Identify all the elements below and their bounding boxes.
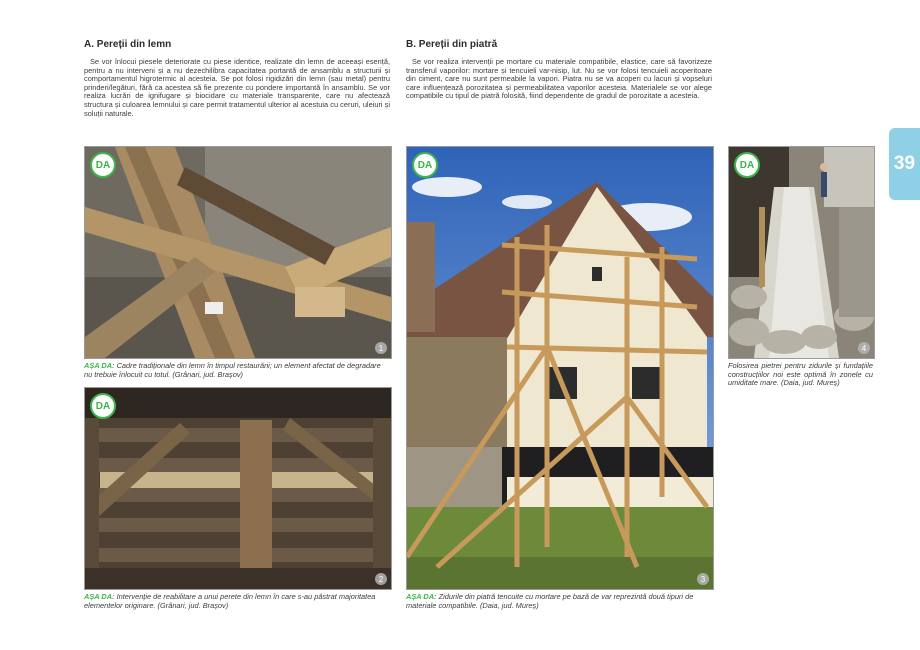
photo-number: 2 bbox=[375, 573, 387, 585]
photo-stone-house bbox=[406, 146, 714, 590]
caption-lead: AȘA DA: bbox=[406, 592, 437, 601]
section-b-text: Se vor realiza intervenții pe mortare cu materiale compatibile, elastice, care să favorizeze transferul vaporilor: mortare și tencuieli var-nisip, lut. Nu se vor folosi tencuieli acoperitoare din ciment, care nu sunt permeabile la vapori. Piatra nu se va acoperi cu lacuri și vopseluri care influențează porozitatea și permeabilitatea vaporilor acesteia. Materialele se vor alege compatibile cu tipul de piatră folosită, fiind dependente de gradul de porozitate a acesteia. bbox=[406, 57, 712, 101]
photo-timber-frames bbox=[84, 146, 392, 359]
caption-text: Cadre tradiționale din lemn în timpul restaurării; un element afectat de degradare nu trebuie înlocuit cu totul. (Grânari, jud. Brașov) bbox=[84, 361, 381, 379]
section-a-text: Se vor înlocui piesele deteriorate cu piese identice, realizate din lemn de aceeași esență, pentru a nu interveni și a nu dezechilibra capacitatea portantă de ansamblu a structurii și comportamentul higrotermic al acesteia. Se pot folosi rigidizări din lemn (sau metal) pentru prinderi/legături, fără ca acestea să fie prezente cu pondere importantă în ansamblu. Se vor realiza lucrări de ignifugare și biocidare cu materiale transparente, care nu afectează structura și culoarea lemnului și care permit tratamentul ulterior al acestuia cu ceruri, uleiuri și soluții naturale. bbox=[84, 57, 390, 118]
caption-lead: AȘA DA: bbox=[84, 361, 115, 370]
section-b-title: B. Pereții din piatră bbox=[406, 39, 498, 50]
photo-number: 1 bbox=[375, 342, 387, 354]
photo-timber-frames-image bbox=[85, 147, 391, 358]
photo-stone-foundation bbox=[728, 146, 875, 359]
approved-badge: DA bbox=[412, 152, 438, 178]
caption-lead: AȘA DA: bbox=[84, 592, 115, 601]
photo-wooden-wall-image bbox=[85, 388, 391, 589]
photo-wooden-wall bbox=[84, 387, 392, 590]
page-number-tab bbox=[889, 128, 920, 200]
section-a-title: A. Pereții din lemn bbox=[84, 39, 172, 50]
caption-text: Intervenție de reabilitare a unui perete din lemn în care s-au păstrat majoritatea elementelor originare. (Grânari, jud. Brașov) bbox=[84, 592, 376, 610]
caption-text: Folosirea pietrei pentru zidurile și fundațiile construcțiilor noi este optimă în zonele cu umiditate mare. (Daia, jud. Mureș) bbox=[728, 361, 873, 388]
approved-badge: DA bbox=[90, 393, 116, 419]
photo-4-caption bbox=[728, 362, 873, 388]
photo-number: 4 bbox=[858, 342, 870, 354]
approved-badge: DA bbox=[90, 152, 116, 178]
photo-number: 3 bbox=[697, 573, 709, 585]
page-number: 39 bbox=[893, 153, 916, 174]
approved-badge: DA bbox=[734, 152, 760, 178]
photo-stone-foundation-image bbox=[729, 147, 874, 358]
photo-1-caption bbox=[84, 362, 390, 379]
caption-text: Zidurile din piatră tencuite cu mortare pe bază de var reprezintă două tipuri de materiale compatibile. (Daia, jud. Mureș) bbox=[406, 592, 694, 610]
photo-stone-house-image bbox=[407, 147, 713, 589]
photo-2-caption bbox=[84, 593, 390, 610]
photo-3-caption bbox=[406, 593, 712, 610]
